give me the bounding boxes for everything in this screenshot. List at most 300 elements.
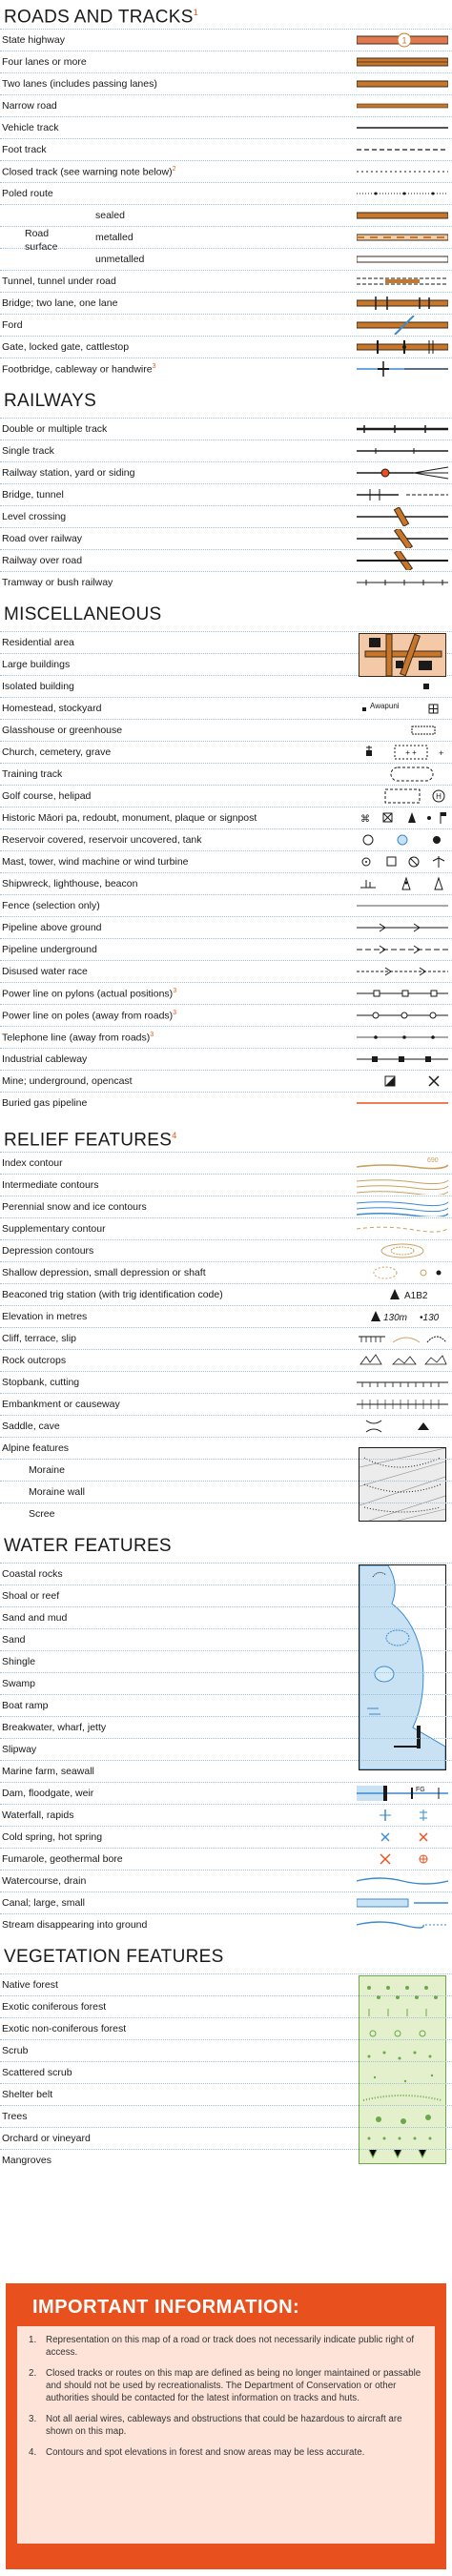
fumarole-symbol [357, 1850, 448, 1869]
legend-row-slipway [0, 1738, 452, 1760]
legend-row-dam [0, 1782, 452, 1804]
legend-row-reservoir [0, 828, 452, 850]
shingle-slot [357, 1652, 448, 1671]
trig-code-text: A1B2 [404, 1291, 428, 1301]
legend-row-foot-track [0, 138, 452, 160]
legend-label: Reservoir covered, reservoir uncovered, tank [2, 834, 202, 846]
note-number: 4. [29, 2447, 37, 2458]
legend-label: Mangroves [2, 2155, 51, 2166]
note-ref: 3 [152, 362, 156, 370]
moraine-wall-slot [357, 1482, 448, 1502]
legend-row-exotic-coniferous [0, 1995, 452, 2017]
legend-label: sealed [95, 210, 125, 221]
note-number: 3. [29, 2414, 37, 2424]
roads-title-text: ROADS AND TRACKS [4, 7, 194, 28]
legend-row-rail-bridge [0, 483, 452, 505]
isolated-building-symbol [357, 677, 448, 696]
mangroves-slot [357, 2151, 448, 2170]
legend-label: Buried gas pipeline [2, 1097, 88, 1109]
elevation-sample-2: •130 [420, 1313, 440, 1323]
railway-rows [0, 418, 452, 593]
vegetation-section-title: VEGETATION FEATURES [4, 1947, 224, 1967]
legend-label: Elevation in metres [2, 1311, 88, 1322]
native-forest-slot [357, 1975, 448, 1994]
note-text: Contours and spot elevations in forest and snow areas may be less accurate. [46, 2447, 365, 2458]
legend-row-single-track [0, 440, 452, 461]
elevation-symbol [357, 1307, 448, 1326]
note-text: Closed tracks or routes on this map are defined as being no longer maintained or passable and should not be used by recreationalists. The Department of Conservation or other authorities should be contacted for the latest information on tracks and huts. [46, 2368, 421, 2403]
industrial-cableway-symbol [357, 1050, 448, 1069]
road-surface-label-2: surface [25, 241, 58, 253]
historic-pa-symbol [357, 808, 448, 828]
legend-row-fumarole [0, 1848, 452, 1870]
legend-row-level-crossing [0, 505, 452, 527]
legend-label: Isolated building [2, 681, 74, 692]
legend-label: Perennial snow and ice contours [2, 1201, 147, 1213]
legend-row-stopbank [0, 1371, 452, 1393]
stream-disappearing-symbol [357, 1915, 448, 1934]
embankment-symbol [357, 1395, 448, 1414]
legend-label: Cold spring, hot spring [2, 1831, 103, 1843]
legend-label: Moraine wall [29, 1486, 85, 1498]
legend-row-scattered-scrub [0, 2061, 452, 2083]
unmetalled-symbol [357, 250, 448, 269]
legend-label: Shallow depression, small depression or shaft [2, 1267, 206, 1278]
legend-row-historic-pa [0, 807, 452, 828]
tramway-symbol [357, 573, 448, 592]
telephone-line-symbol [357, 1028, 448, 1047]
legend-row-shelter-belt [0, 2083, 452, 2105]
important-note [29, 2367, 423, 2404]
legend-row-narrow-road [0, 94, 452, 116]
power-poles-symbol [357, 1006, 448, 1025]
watercourse-symbol [357, 1871, 448, 1891]
two-lane-road-symbol [357, 74, 448, 93]
legend-row-stream-disappearing [0, 1913, 452, 1935]
legend-label: Exotic non-coniferous forest [2, 2023, 127, 2034]
legend-label: Sand [2, 1634, 26, 1646]
legend-row-cliff [0, 1327, 452, 1349]
legend-label: Bridge, tunnel [2, 489, 64, 501]
reservoir-symbol [357, 830, 448, 849]
exotic-non-coniferous-slot [357, 2019, 448, 2038]
legend-label: Supplementary contour [2, 1223, 106, 1235]
trig-station-symbol [357, 1285, 448, 1304]
bridge-symbol [357, 294, 448, 313]
footbridge-symbol [357, 359, 448, 378]
slipway-slot [357, 1740, 448, 1759]
legend-label: Canal; large, small [2, 1897, 85, 1909]
legend-row-road-over-railway [0, 527, 452, 549]
legend-row-power-poles [0, 1004, 452, 1026]
legend-row-water-race [0, 960, 452, 982]
legend-row-poled-route [0, 182, 452, 204]
church-symbol [357, 743, 448, 762]
relief-title-text: RELIEF FEATURES [4, 1130, 173, 1151]
legend-label: Saddle, cave [2, 1421, 60, 1432]
legend-row-telephone-line [0, 1026, 452, 1048]
state-highway-symbol [357, 31, 448, 50]
supplementary-contour-symbol [357, 1219, 448, 1238]
legend-label [2, 166, 357, 178]
legend-row-marine-farm [0, 1760, 452, 1782]
relief-rows [0, 1152, 452, 1524]
legend-row-state-highway [0, 29, 452, 51]
legend-row-watercourse [0, 1870, 452, 1891]
legend-label: Cliff, terrace, slip [2, 1333, 76, 1344]
index-contour-symbol [357, 1154, 448, 1173]
legend-row-railway-over-road [0, 549, 452, 571]
legend-row-trees [0, 2105, 452, 2127]
single-track-symbol [357, 441, 448, 460]
legend-label: Glasshouse or greenhouse [2, 725, 123, 736]
pipeline-above-symbol [357, 918, 448, 937]
legend-label: Dam, floodgate, weir [2, 1788, 94, 1799]
exotic-coniferous-slot [357, 1997, 448, 2016]
legend-row-depression-contours [0, 1239, 452, 1261]
note-text: Not all aerial wires, cableways and obstructions that could be hazardous to aircraft are shown on this map. [46, 2414, 402, 2437]
legend-label: Slipway [2, 1744, 37, 1755]
legend-row-training-track [0, 763, 452, 785]
legend-row-mast [0, 850, 452, 872]
legend-row-sand [0, 1628, 452, 1650]
important-information-title: IMPORTANT INFORMATION: [6, 2283, 446, 2326]
swamp-slot [357, 1674, 448, 1693]
legend-row-swamp [0, 1672, 452, 1694]
legend-label: Level crossing [2, 511, 67, 522]
power-poles-text: Power line on poles (away from roads) [2, 1010, 174, 1022]
water-rows [0, 1563, 452, 1935]
railways-section-title: RAILWAYS [4, 391, 97, 411]
water-race-symbol [357, 962, 448, 981]
legend-label [2, 1032, 357, 1044]
rock-outcrops-symbol [357, 1351, 448, 1370]
legend-label: unmetalled [95, 254, 145, 265]
legend-label: Railway over road [2, 555, 83, 566]
note-ref: 3 [150, 1031, 154, 1038]
legend-label: Index contour [2, 1157, 63, 1169]
note-ref: 3 [173, 987, 177, 994]
legend-row-snow-contours [0, 1196, 452, 1217]
road-over-railway-symbol [357, 529, 448, 548]
legend-label: Historic Māori pa, redoubt, monument, plaque or signpost [2, 812, 257, 824]
legend-label: Waterfall, rapids [2, 1809, 74, 1821]
waterfall-symbol [357, 1806, 448, 1825]
spring-symbol [357, 1828, 448, 1847]
legend-label: Mine; underground, opencast [2, 1075, 133, 1087]
legend-row-church [0, 741, 452, 763]
power-pylons-text: Power line on pylons (actual positions) [2, 988, 174, 1000]
legend-row-spring [0, 1826, 452, 1848]
railway-station-symbol [357, 463, 448, 482]
legend-label: Golf course, helipad [2, 790, 92, 802]
buried-gas-pipeline-symbol [357, 1094, 448, 1113]
legend-label: Pipeline underground [2, 944, 97, 955]
important-information-box [6, 2283, 446, 2569]
legend-label: Training track [2, 768, 63, 780]
legend-label: Beaconed trig station (with trig identification code) [2, 1289, 223, 1300]
legend-row-waterfall [0, 1804, 452, 1826]
intermediate-contours-symbol [357, 1176, 448, 1195]
relief-note-ref: 4 [172, 1131, 177, 1140]
legend-row-coastal-rocks [0, 1563, 452, 1584]
legend-label: Tramway or bush railway [2, 577, 113, 588]
index-contour-value: 690 [427, 1157, 439, 1164]
legend-label: Sand and mud [2, 1612, 68, 1624]
legend-label: Foot track [2, 144, 47, 155]
marine-farm-slot [357, 1762, 448, 1781]
gate-symbol [357, 337, 448, 357]
pipeline-under-symbol [357, 940, 448, 959]
legend-row-index-contour [0, 1152, 452, 1174]
legend-row-tunnel [0, 270, 452, 292]
legend-row-sealed [0, 204, 452, 226]
legend-label: Exotic coniferous forest [2, 2001, 107, 2013]
legend-row-mangroves [0, 2149, 452, 2171]
legend-label: Double or multiple track [2, 423, 108, 435]
legend-label: Vehicle track [2, 122, 59, 133]
legend-label: Native forest [2, 1979, 58, 1991]
legend-label: Poled route [2, 188, 53, 199]
legend-label: Bridge; two lane, one lane [2, 297, 118, 309]
ford-symbol [357, 316, 448, 335]
closed-track-text: Closed track (see warning note below) [2, 166, 173, 178]
scrub-slot [357, 2041, 448, 2060]
note-number: 2. [29, 2368, 37, 2379]
legend-row-shoal [0, 1584, 452, 1606]
legend-row-tramway [0, 571, 452, 593]
tunnel-symbol [357, 272, 448, 291]
cliff-symbol [357, 1329, 448, 1348]
legend-label: Rock outcrops [2, 1355, 67, 1366]
legend-row-canal [0, 1891, 452, 1913]
svg-text:⌘: ⌘ [360, 814, 370, 825]
legend-label: Mast, tower, wind machine or wind turbine [2, 856, 189, 868]
highway-marker-text: 1 [401, 35, 407, 46]
legend-label: Scree [29, 1508, 55, 1520]
legend-label [2, 1010, 357, 1022]
railway-over-road-symbol [357, 551, 448, 570]
legend-row-rock-outcrops [0, 1349, 452, 1371]
fence-symbol [357, 896, 448, 915]
legend-row-moraine [0, 1459, 452, 1481]
legend-label: Gate, locked gate, cattlestop [2, 341, 130, 353]
legend-label: Two lanes (includes passing lanes) [2, 78, 157, 90]
legend-row-unmetalled [0, 248, 452, 270]
sand-slot [357, 1630, 448, 1649]
legend-row-pipeline-under [0, 938, 452, 960]
legend-label: Shoal or reef [2, 1590, 60, 1602]
important-note [29, 2446, 423, 2459]
misc-section-title: MISCELLANEOUS [4, 604, 162, 624]
legend-row-moraine-wall [0, 1481, 452, 1503]
legend-label [2, 363, 357, 376]
legend-label: Fumarole, geothermal bore [2, 1853, 123, 1865]
saddle-symbol [357, 1417, 448, 1436]
narrow-road-symbol [357, 96, 448, 115]
training-track-symbol [357, 765, 448, 784]
vehicle-track-symbol [357, 118, 448, 137]
legend-label: Intermediate contours [2, 1179, 99, 1191]
legend-row-shingle [0, 1650, 452, 1672]
boat-ramp-slot [357, 1696, 448, 1715]
legend-row-double-track [0, 418, 452, 440]
legend-row-elevation [0, 1305, 452, 1327]
legend-label: Trees [2, 2111, 28, 2122]
legend-label: Shelter belt [2, 2089, 53, 2100]
legend-label: Scattered scrub [2, 2067, 72, 2078]
legend-row-metalled [0, 226, 452, 248]
mast-symbol [357, 852, 448, 871]
legend-label: Single track [2, 445, 54, 457]
legend-row-footbridge [0, 358, 452, 379]
water-section-title: WATER FEATURES [4, 1536, 172, 1556]
legend-label: Moraine [29, 1464, 65, 1476]
shallow-depression-symbol [357, 1263, 448, 1282]
level-crossing-symbol [357, 507, 448, 526]
double-track-symbol [357, 419, 448, 439]
legend-row-pipeline-above [0, 916, 452, 938]
legend-row-boat-ramp [0, 1694, 452, 1716]
legend-row-sand-mud [0, 1606, 452, 1628]
legend-row-intermediate-contours [0, 1174, 452, 1196]
legend-row-glasshouse [0, 719, 452, 741]
legend-label: metalled [95, 232, 134, 243]
closed-track-symbol [357, 162, 448, 181]
legend-row-two-lanes [0, 72, 452, 94]
svg-text:+: + [439, 748, 444, 758]
shelter-belt-slot [357, 2085, 448, 2104]
legend-row-shallow-depression [0, 1261, 452, 1283]
legend-row-scree [0, 1503, 452, 1524]
legend-row-vehicle-track [0, 116, 452, 138]
legend-label: Fence (selection only) [2, 900, 100, 911]
residential-area-sample [359, 633, 446, 677]
note-ref: 3 [173, 1009, 177, 1016]
snow-contours-symbol [357, 1197, 448, 1216]
roads-section-title [4, 0, 448, 28]
foot-track-symbol [357, 140, 448, 159]
legend-row-trig-station [0, 1283, 452, 1305]
homestead-sample-text: Awapuni [370, 702, 400, 710]
legend-label: Tunnel, tunnel under road [2, 276, 116, 287]
legend-row-orchard [0, 2127, 452, 2149]
legend-row-exotic-non-coniferous [0, 2017, 452, 2039]
legend-row-buried-gas-pipeline [0, 1092, 452, 1114]
legend-row-scrub [0, 2039, 452, 2061]
legend-row-homestead [0, 697, 452, 719]
golf-course-symbol [357, 787, 448, 806]
legend-row-supplementary-contour [0, 1217, 452, 1239]
legend-row-embankment [0, 1393, 452, 1415]
legend-row-closed-track [0, 160, 452, 182]
note-number: 1. [29, 2335, 37, 2345]
footbridge-text: Footbridge, cableway or handwire [2, 363, 153, 376]
metalled-symbol [357, 228, 448, 247]
shoal-slot [357, 1586, 448, 1605]
legend-label: Disused water race [2, 966, 88, 977]
svg-text:+ +: + + [405, 748, 417, 757]
legend-row-four-lanes [0, 51, 452, 72]
floodgate-text: FG [416, 1787, 425, 1793]
legend-label: Alpine features [2, 1442, 70, 1454]
sand-mud-slot [357, 1608, 448, 1627]
legend-label: Industrial cableway [2, 1053, 88, 1065]
legend-row-mine [0, 1070, 452, 1092]
stopbank-symbol [357, 1373, 448, 1392]
legend-label: Ford [2, 319, 23, 331]
legend-label: Narrow road [2, 100, 57, 112]
legend-label: Stopbank, cutting [2, 1377, 80, 1388]
orchard-slot [357, 2129, 448, 2148]
legend-row-power-pylons [0, 982, 452, 1004]
breakwater-slot [357, 1718, 448, 1737]
coastal-rocks-slot [357, 1564, 448, 1584]
legend-row-isolated-building [0, 675, 452, 697]
legend-label: Stream disappearing into ground [2, 1919, 148, 1931]
legend-row-native-forest [0, 1973, 452, 1995]
legend-label: Breakwater, wharf, jetty [2, 1722, 107, 1733]
shipwreck-symbol [357, 874, 448, 893]
misc-rows [0, 631, 452, 1114]
dam-symbol [357, 1784, 448, 1803]
legend-label: Shingle [2, 1656, 36, 1667]
svg-text:H: H [436, 792, 442, 801]
important-note [29, 2413, 423, 2438]
legend-label: Homestead, stockyard [2, 703, 102, 714]
note-text: Representation on this map of a road or track does not necessarily indicate public right of access. [46, 2335, 415, 2358]
vegetation-rows [0, 1973, 452, 2171]
legend-row-railway-station [0, 461, 452, 483]
legend-label: Boat ramp [2, 1700, 49, 1711]
legend-label: Railway station, yard or siding [2, 467, 135, 479]
legend-label: Church, cemetery, grave [2, 746, 112, 758]
relief-section-title [4, 1123, 448, 1151]
legend-label: Scrub [2, 2045, 29, 2056]
legend-row-breakwater [0, 1716, 452, 1738]
important-note [29, 2334, 423, 2359]
sealed-symbol [357, 206, 448, 225]
note-ref: 2 [172, 165, 176, 173]
legend-label: Large buildings [2, 659, 71, 670]
scree-slot [357, 1504, 448, 1523]
legend-label: Embankment or causeway [2, 1399, 120, 1410]
homestead-symbol [357, 699, 448, 718]
depression-contours-symbol [357, 1241, 448, 1260]
legend-label: Four lanes or more [2, 56, 87, 68]
roads-note-ref: 1 [193, 8, 199, 17]
legend-label: Shipwreck, lighthouse, beacon [2, 878, 138, 889]
legend-row-fence [0, 894, 452, 916]
legend-label: Watercourse, drain [2, 1875, 87, 1887]
rail-bridge-symbol [357, 485, 448, 504]
legend-row-saddle [0, 1415, 452, 1437]
road-surface-label-1: Road [25, 228, 50, 239]
legend-label: State highway [2, 34, 65, 46]
power-pylons-symbol [357, 984, 448, 1003]
legend-row-shipwreck [0, 872, 452, 894]
legend-label: Depression contours [2, 1245, 94, 1257]
legend-label: Residential area [2, 637, 74, 648]
legend-label: Pipeline above ground [2, 922, 102, 933]
moraine-slot [357, 1461, 448, 1480]
elevation-sample-1: 130m [383, 1313, 408, 1323]
telephone-line-text: Telephone line (away from roads) [2, 1032, 151, 1044]
legend-row-bridge [0, 292, 452, 314]
legend-label: Coastal rocks [2, 1568, 63, 1580]
legend-row-gate [0, 336, 452, 358]
legend-label: Road over railway [2, 533, 83, 544]
